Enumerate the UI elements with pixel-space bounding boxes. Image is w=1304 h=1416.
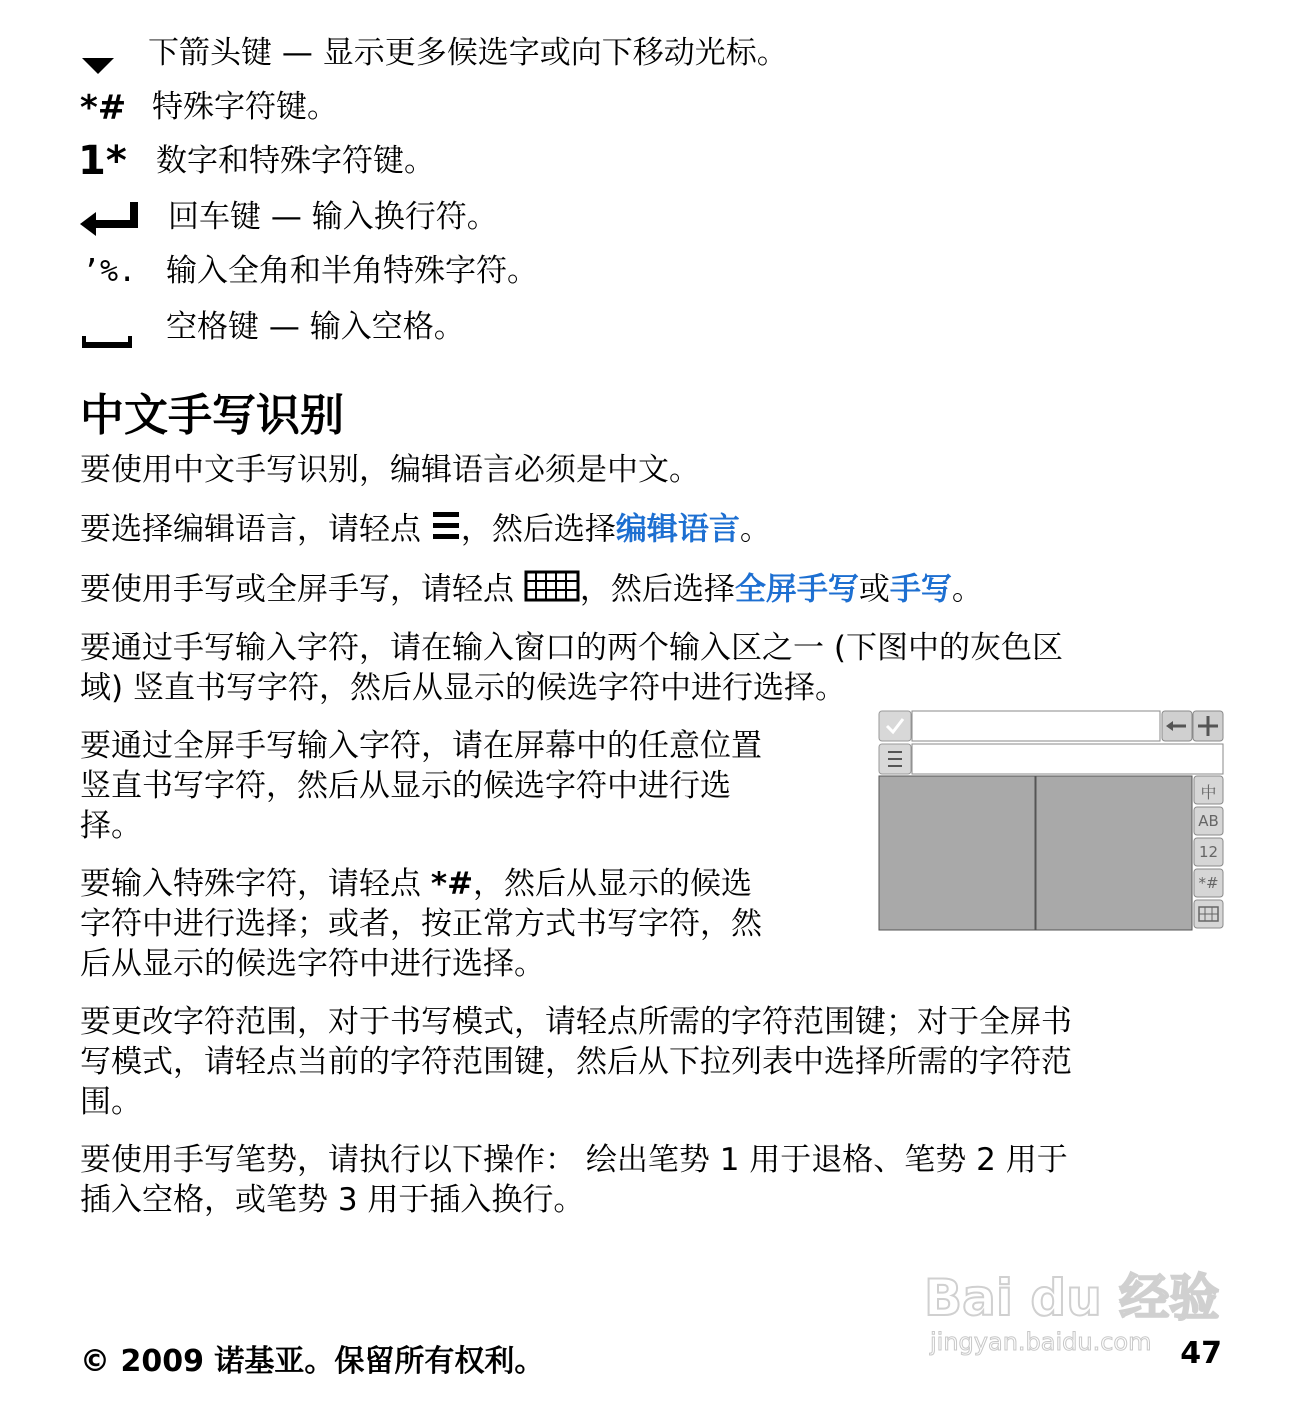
menu-icon	[431, 508, 461, 554]
key-description: 特殊字符键。	[152, 89, 338, 125]
key-description: 回车键 — 输入换行符。	[168, 199, 498, 235]
paragraph-select-language: 要选择编辑语言，请轻点 ，然后选择编辑语言。	[80, 508, 771, 554]
key-description: 空格键 — 输入空格。	[166, 309, 465, 345]
star-hash-icon: *#	[80, 88, 127, 128]
key-row-down-arrow	[78, 28, 788, 78]
baidu-watermark	[920, 1228, 1220, 1368]
handwriting-link: 手写	[889, 571, 952, 608]
paragraph-special-chars: 要输入特殊字符，请轻点 *#，然后从显示的候选 字符中进行选择；或者，按正常方式书写字符，然 后从显示的候选字符中进行选择。	[80, 866, 762, 982]
watermark-url: jingyan.baidu.com	[930, 1328, 1152, 1356]
keyboard-grid-icon	[524, 568, 580, 614]
key-description: 数字和特殊字符键。	[156, 143, 435, 179]
star-hash-inline-icon: *#	[430, 866, 474, 902]
symbol-mode-button[interactable]: *#	[1198, 874, 1219, 892]
copyright-footer: © 2009 诺基亚。保留所有权利。	[80, 1344, 545, 1379]
key-row-enter	[78, 192, 498, 242]
watermark-logo: Bai du 经验	[924, 1269, 1220, 1327]
paragraph-fullscreen-input: 要通过全屏手写输入字符，请在屏幕中的任意位置 竖直书写字符，然后从显示的候选字符中进行选 择。	[80, 728, 762, 844]
handwriting-window-figure	[878, 710, 1224, 932]
paragraph-char-range: 要更改字符范围，对于书写模式，请轻点所需的字符范围键；对于全屏书 写模式，请轻点当前的字符范围键，然后从下拉列表中选择所需的字符范 围。	[80, 1004, 1072, 1120]
key-row-special-chars	[78, 82, 338, 132]
chinese-mode-button[interactable]: 中	[1200, 783, 1217, 802]
fullwidth-punct-icon: ’%.	[82, 254, 137, 289]
number-mode-button[interactable]: 12	[1198, 843, 1219, 861]
space-key-icon	[78, 304, 166, 350]
down-arrow-icon	[78, 30, 148, 76]
edit-language-link: 编辑语言	[615, 511, 740, 548]
fullscreen-handwriting-link: 全屏手写	[734, 571, 859, 608]
key-description: 下箭头键 — 显示更多候选字或向下移动光标。	[148, 35, 788, 71]
one-star-icon: 1*	[78, 138, 127, 184]
paragraph-handwriting-input: 要通过手写输入字符，请在输入窗口的两个输入区之一 (下图中的灰色区 域) 竖直书写字符，然后从显示的候选字符中进行选择。	[80, 630, 1063, 706]
key-row-fullwidth	[78, 246, 538, 296]
key-description: 输入全角和半角特殊字符。	[166, 253, 538, 289]
paragraph-language-requirement: 要使用中文手写识别，编辑语言必须是中文。	[80, 452, 700, 488]
key-row-space	[78, 302, 465, 352]
section-title: 中文手写识别	[80, 390, 344, 441]
key-row-number-chars	[78, 136, 435, 186]
paragraph-gestures: 要使用手写笔势，请执行以下操作： 绘出笔势 1 用于退格、笔势 2 用于 插入空格，或笔势 3 用于插入换行。	[80, 1142, 1068, 1218]
enter-key-icon	[78, 194, 168, 240]
page-number: 47	[1180, 1336, 1222, 1371]
latin-mode-button[interactable]: AB	[1198, 812, 1219, 830]
paragraph-handwriting-mode: 要使用手写或全屏手写，请轻点 ，然后选择全屏手写或手写。	[80, 568, 983, 614]
